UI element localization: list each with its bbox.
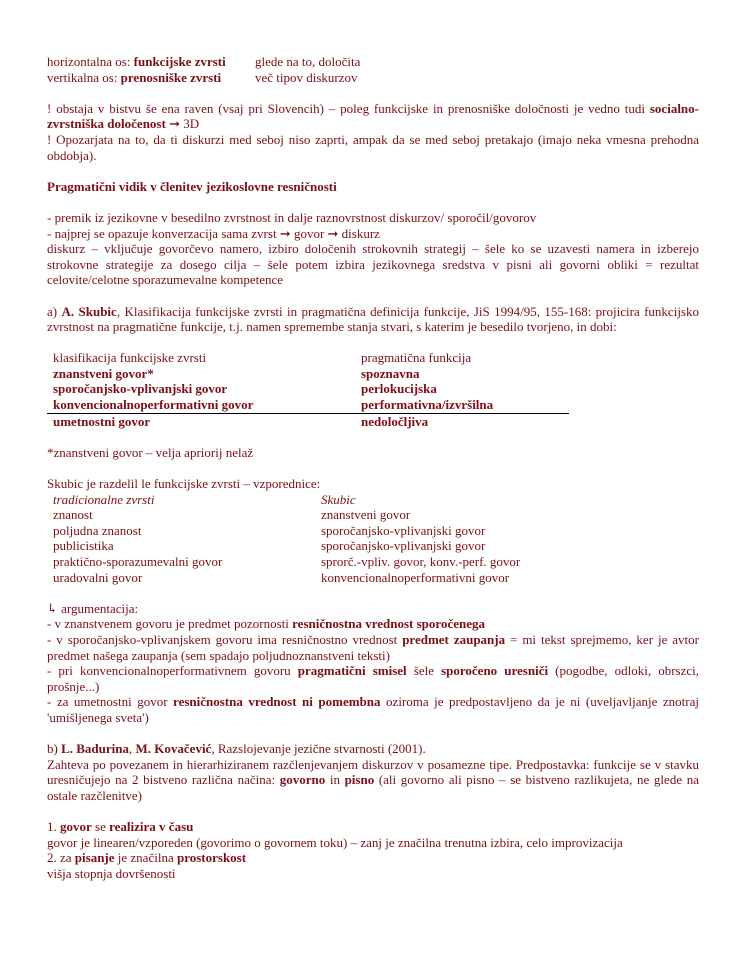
- table-cell: konvencionalnoperformativni govor: [53, 397, 254, 413]
- intro-line: [47, 241, 699, 288]
- section-a-paragraph: [47, 304, 699, 335]
- text-run: horizontalna os:: [47, 54, 134, 69]
- point-line: [47, 835, 699, 851]
- text-run: glede na to, določita: [255, 54, 361, 69]
- table-cell: znanstveni govor*: [53, 365, 154, 381]
- note-paragraph: [47, 101, 699, 132]
- table-cell: nedoločljiva: [361, 413, 429, 429]
- text-run: ,: [129, 741, 136, 757]
- text-run: - premik iz jezikovne v besedilno zvrstnost in dalje raznovrstnost diskurzov/ sporočil/govorov: [47, 209, 537, 225]
- bold-text: predmet zaupanja: [402, 631, 506, 647]
- text-run: ➞ 3D: [165, 116, 200, 132]
- text-run: - pri konvencionalnoperformativnem govoru: [47, 663, 298, 679]
- table-cell: spoznavna: [361, 365, 420, 381]
- axis-label: [47, 54, 255, 70]
- bold-text: resničnostna vrednost ni pomembna: [173, 694, 381, 710]
- point-line: [47, 850, 699, 866]
- text-run: in: [325, 772, 345, 788]
- point-line: [47, 819, 699, 835]
- text-run: je značilna: [114, 850, 177, 866]
- text-run: 2. za: [47, 850, 75, 866]
- text-run: , Klasifikacija funkcijske zvrsti in pragmatična definicija funkcije, JiS 1994/95, 155-168: projicira funkcijsko zvrstnost na pragmatične funkcije, t.j. namen spremembe stanja stvari, s katerim je besedilo tvorjeno, in dobi:: [47, 303, 699, 335]
- argumentation-line: [47, 601, 699, 617]
- section-b-paragraph: [47, 757, 699, 804]
- table-cell: sporočanjsko-vplivanjski govor: [321, 538, 486, 554]
- text-run: govor je linearen/vzporeden (govorimo o govornem toku) – zanj je značilna trenutna izbira, celo improvizacija: [47, 834, 623, 850]
- text-run: oziroma je predpostavljeno da je ni (uveljavljanje znotraj 'umišljenega sveta'): [47, 694, 699, 725]
- text-run: diskurz – vključuje govorčevo namero, izbiro določenih strokovnih strategij – šele ko se uzavesti namera in izberejo strokovne strategije za dosego cilja – šele potem izbira jezikovnega sredstva v pisni ali govorni obliki = rezultat celovite/celotne sporazumevalne kompetence: [47, 241, 699, 288]
- bold-text: pisanje: [74, 850, 115, 866]
- text-run: vertikalna os:: [47, 69, 121, 85]
- axis-note: [255, 70, 699, 86]
- argumentation-line: [47, 616, 699, 632]
- text-run: a): [47, 303, 62, 319]
- text-run: se: [91, 819, 110, 835]
- table-header: tradicionalne zvrsti: [53, 491, 155, 507]
- text-run: b): [47, 741, 62, 757]
- table-cell: performativna/izvršilna: [361, 397, 494, 413]
- text-run: - v znanstvenem govoru je predmet pozornosti: [47, 616, 293, 632]
- text-run: - za umetnostni govor: [47, 694, 174, 710]
- table-cell: praktično-sporazumevalni govor: [53, 554, 223, 569]
- intro-line: [47, 226, 699, 242]
- bold-text: prostorskost: [176, 850, 247, 866]
- footnote: [47, 445, 699, 461]
- text-run: šele: [406, 663, 442, 679]
- bold-text: prenosniške zvrsti: [120, 69, 222, 85]
- section-heading: [47, 179, 699, 195]
- bold-text: sporočeno uresniči: [441, 663, 549, 679]
- bold-text: M. Kovačević: [135, 741, 212, 757]
- argumentation-line: [47, 663, 699, 694]
- text-run: = mi tekst sprejmemo, ker je avtor predmet našega zaupanja (sem spadajo poljudnoznanstveni teksti): [47, 631, 699, 663]
- text-run: višja stopnja dovršenosti: [47, 865, 176, 881]
- text-run: - najprej se opazuje konverzacija sama zvrst ➞ govor ➞ diskurz: [47, 225, 380, 241]
- text-run: *znanstveni govor – velja apriorij nelaž: [47, 444, 254, 460]
- axes-block: [47, 54, 699, 85]
- table-cell: sprorč.-vpliv. govor, konv.-perf. govor: [321, 554, 521, 569]
- argumentation-line: [47, 694, 699, 725]
- table-header: klasifikacija funkcijske zvrsti: [53, 350, 207, 366]
- text-run: ! Opozarjata na to, da ti diskurzi med seboj niso zaprti, ampak da se med seboj pretakajo (imajo neka vmesna prehodna obdobja).: [47, 131, 699, 163]
- table-cell: sporočanjsko-vplivanjski govor: [53, 381, 228, 397]
- text-run: Zahteva po povezanem in hierarhiziranem razčlenjevanjem diskurzov v posamezne tipe. Predpostavka: funkcije se v stavku uresničujejo na 2 bistveno različna načina:: [47, 756, 699, 788]
- text-run: , Razslojevanje jezične stvarnosti (2001).: [211, 741, 426, 757]
- table-cell: poljudna znanost: [53, 522, 142, 538]
- text-run: 1.: [47, 819, 60, 835]
- table-cell: znanost: [53, 507, 93, 523]
- text-run: ↳ argumentacija:: [47, 600, 139, 616]
- table-cell: perlokucijska: [361, 381, 437, 397]
- argumentation-line: [47, 632, 699, 663]
- text-run: (pogodbe, odloki, obrszci, prošnje...): [47, 663, 699, 694]
- point-line: [47, 866, 699, 882]
- bold-text: pisno: [344, 772, 375, 788]
- bold-text: pragmatični smisel: [297, 663, 407, 679]
- bold-text: Pragmatični vidik v členitev jezikoslovne resničnosti: [47, 178, 337, 194]
- text-run: več tipov diskurzov: [255, 69, 358, 85]
- table-cell: sporočanjsko-vplivanjski govor: [321, 522, 486, 538]
- bold-text: socialno-zvrstniška določenost: [47, 100, 699, 132]
- table-header: Skubic: [321, 491, 356, 507]
- section-b-title: [47, 741, 699, 757]
- axis-label: [47, 70, 255, 86]
- bold-text: L. Badurina: [61, 741, 130, 757]
- bold-text: govor: [60, 819, 92, 835]
- table-cell: umetnostni govor: [53, 413, 151, 429]
- table2-intro: Skubic je razdelil le funkcijske zvrsti – vzporednice:: [47, 476, 321, 492]
- table-cell: publicistika: [53, 538, 114, 554]
- table-cell: konvencionalnoperformativni govor: [321, 569, 510, 585]
- bold-text: realizira v času: [109, 819, 194, 835]
- parallels-table: [47, 492, 699, 586]
- intro-line: [47, 210, 699, 226]
- table-cell: znanstveni govor: [321, 507, 411, 523]
- axis-note: [255, 54, 699, 70]
- table-header: pragmatična funkcija: [361, 350, 472, 366]
- bold-text: resničnostna vrednost sporočenega: [292, 616, 485, 632]
- text-run: (ali govorno ali pisno – se bistveno razlikujeta, ne glede na ostale razčlenitve): [47, 772, 699, 803]
- bold-text: funkcijske zvrsti: [133, 54, 226, 69]
- note-paragraph: [47, 132, 699, 163]
- classification-table: [47, 350, 563, 429]
- table-cell: uradovalni govor: [53, 569, 143, 585]
- bold-text: govorno: [279, 772, 326, 788]
- text-run: ! obstaja v bistvu še ena raven (vsaj pri Slovencih) – poleg funkcijske in prenosniške določnosti je vedno tudi: [47, 100, 650, 116]
- bold-text: A. Skubic: [61, 303, 117, 319]
- text-run: - v sporočanjsko-vplivanjskem govoru ima resničnostno vrednost: [47, 631, 403, 647]
